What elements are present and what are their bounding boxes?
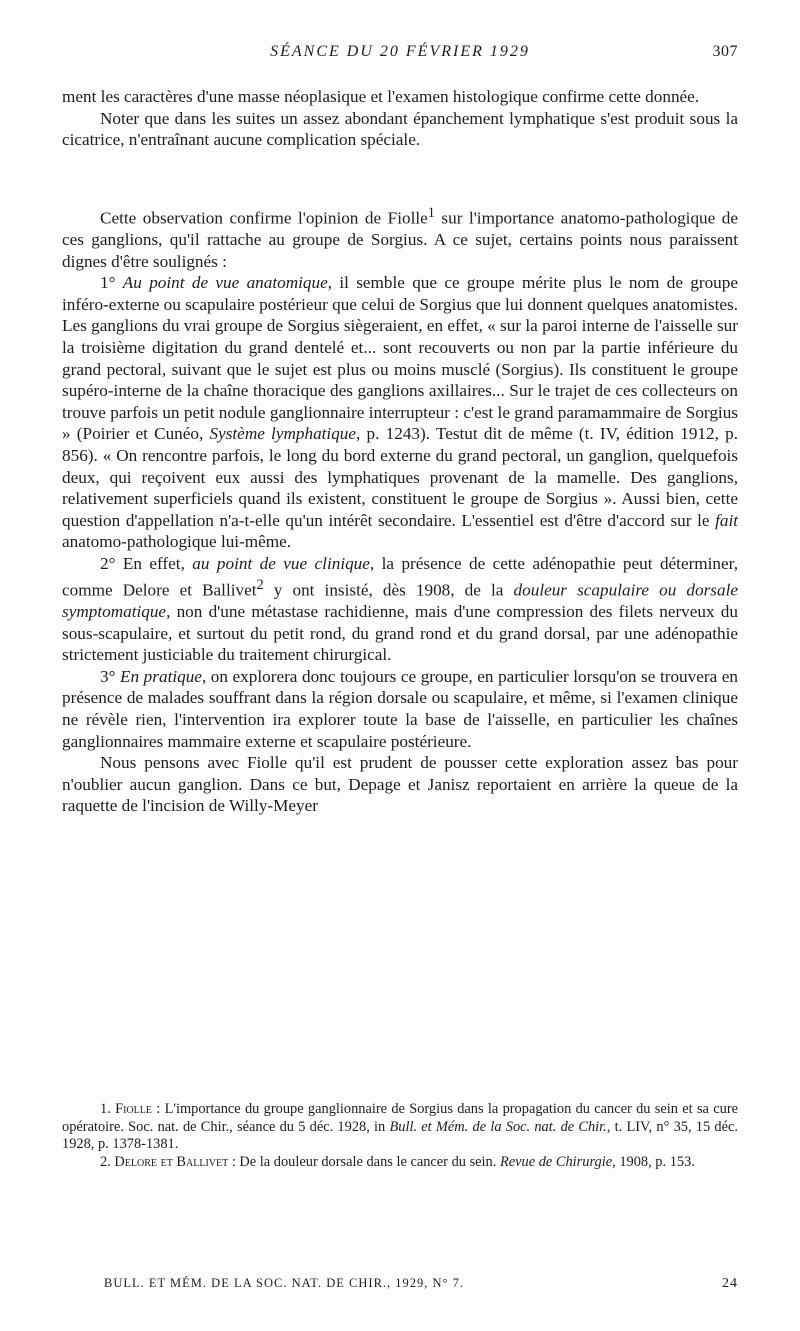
journal-line: BULL. ET MÉM. DE LA SOC. NAT. DE CHIR., 1929, N° 7. (104, 1276, 465, 1290)
emphasis: fait (715, 510, 738, 530)
text-run: , p. 1243). Testut dit de même (t. IV, édition 1912, p. 856). « On rencontre parfois, le long du bord externe du grand pectoral, un ganglion, quelquefois deux, qui reçoivent eux aussi des lymphatiques provenant de la mamelle. Des ganglions, relativement superficiels quand ils existent, constituent le groupe de Sorgius ». Aussi bien, cette question d'appellation n'a-t-elle qu'un intérêt secondaire. L'essentiel est d'être d'accord sur le (62, 424, 739, 530)
page-footer (104, 1276, 738, 1296)
paragraph-continued: ment les caractères d'une masse néoplasique et l'examen histologique confirme cette donnée. (62, 87, 700, 106)
footnotes (62, 1101, 738, 1171)
footnote-1 (62, 1101, 738, 1154)
journal-title: Revue de Chirurgie (499, 1153, 613, 1170)
text-run: : De la douleur dorsale dans le cancer du sein. (228, 1153, 500, 1170)
book-title: Système lymphatique (209, 424, 357, 444)
text-run: , la présence de cette adénopathie peut déterminer, comme Delore et Ballivet (62, 554, 738, 600)
footnote-author: Fiolle (115, 1101, 152, 1117)
footnote-number: 2. (100, 1153, 115, 1170)
page-number: 307 (712, 43, 738, 60)
paragraph-exploration: Nous pensons avec Fiolle qu'il est prudent de pousser cette exploration assez bas pour n'oublier aucun ganglion. Dans ce but, Depage et Janisz reportaient en arrière la queue de la raquette de l'incision de Willy-Meyer (62, 753, 738, 816)
text-run: , t. LIV, n° 35, 15 déc. 1928, p. 1378-1381. (62, 1118, 738, 1153)
paragraph-point-1 (62, 272, 738, 553)
main-text (62, 86, 738, 817)
text-run: , il semble que ce groupe mérite plus le nom de groupe inféro-externe ou scapulaire postérieur que celui de Sorgius que lui donnent quelques anatomistes. Les ganglions du vrai groupe de Sorgius siègeraient, en effet, « sur la paroi interne de l'aisselle sur la troisième digitation du grand dentelé et... sont recouverts ou non par la partie inférieure du grand pectoral, suivant que le sujet est plus ou moins musclé (Sorgius). Ils constituent le groupe supéro-interne de la chaîne thoracique des ganglions axillaires... Sur le trajet de ces collecteurs on trouve parfois un petit nodule ganglionnaire interrupteur : c'est le grand paramammaire de Sorgius » (Poirier et Cunéo, (62, 273, 739, 444)
footnote-author: Delore et Ballivet (114, 1153, 229, 1170)
text-run: : L'importance du groupe ganglionnaire de Sorgius dans la propagation du cancer du sein et sa cure opératoire. Soc. nat. de Chir., séance du 5 déc. 1928, in (62, 1101, 738, 1135)
footnote-2 (62, 1154, 738, 1172)
text-run: , on explorera donc toujours ce groupe, en particulier lorsqu'on se trouvera en présence de malades souffrant dans la région dorsale ou scapulaire, et même, si l'examen clinique ne révèle rien, l'intervention ira explorer toute la base de l'aisselle, en particulier les chaînes ganglionnaires mammaire externe et scapulaire postérieure. (62, 666, 738, 751)
emphasis: au point de vue clinique (192, 554, 370, 574)
footnote-number: 1. (100, 1101, 116, 1117)
paragraph-note-lymph: Noter que dans les suites un assez abondant épanchement lymphatique s'est produit sous la cicatrice, n'entraînant aucune complication spéciale. (62, 108, 738, 150)
text-run: , 1908, p. 153. (612, 1153, 695, 1170)
signature-mark: 24 (722, 1276, 738, 1291)
text-run: anatomo-pathologique lui-même. (62, 532, 292, 552)
point-number: 3° (100, 666, 121, 686)
text-run: y ont insisté, dès 1908, de la (263, 580, 514, 600)
paragraph-point-3 (62, 666, 738, 752)
footnote-ref-1[interactable]: 1 (427, 204, 435, 221)
point-number: 1° (100, 273, 123, 293)
point-number: 2° En effet, (100, 554, 193, 574)
footnote-ref-2[interactable]: 2 (256, 576, 264, 593)
paragraph-observation (62, 203, 738, 273)
emphasis: En pratique (120, 666, 202, 686)
emphasis: Au point de vue anatomique (122, 273, 328, 293)
paragraph-point-2 (62, 553, 738, 666)
running-title: SÉANCE DU 20 FÉVRIER 1929 (270, 43, 530, 60)
journal-title: Bull. et Mém. de la Soc. nat. de Chir. (389, 1118, 607, 1135)
text-run: sur l'importance anatomo-pathologique de ces ganglions, qu'il rattache au groupe de Sorgius. A ce sujet, certains points nous paraissent dignes d'être soulignés : (62, 208, 738, 271)
emphasis: douleur scapulaire ou dorsale symptomatique (62, 580, 738, 621)
running-header (62, 43, 738, 65)
text-run: , non d'une métastase rachidienne, mais d'une compression des filets nerveux du sous-scapulaire, et surtout du petit rond, du grand rond et du grand dorsal, par une adénopathie strictement justiciable du traitement chirurgical. (62, 601, 738, 665)
text-run: Cette observation confirme l'opinion de Fiolle (100, 208, 428, 228)
